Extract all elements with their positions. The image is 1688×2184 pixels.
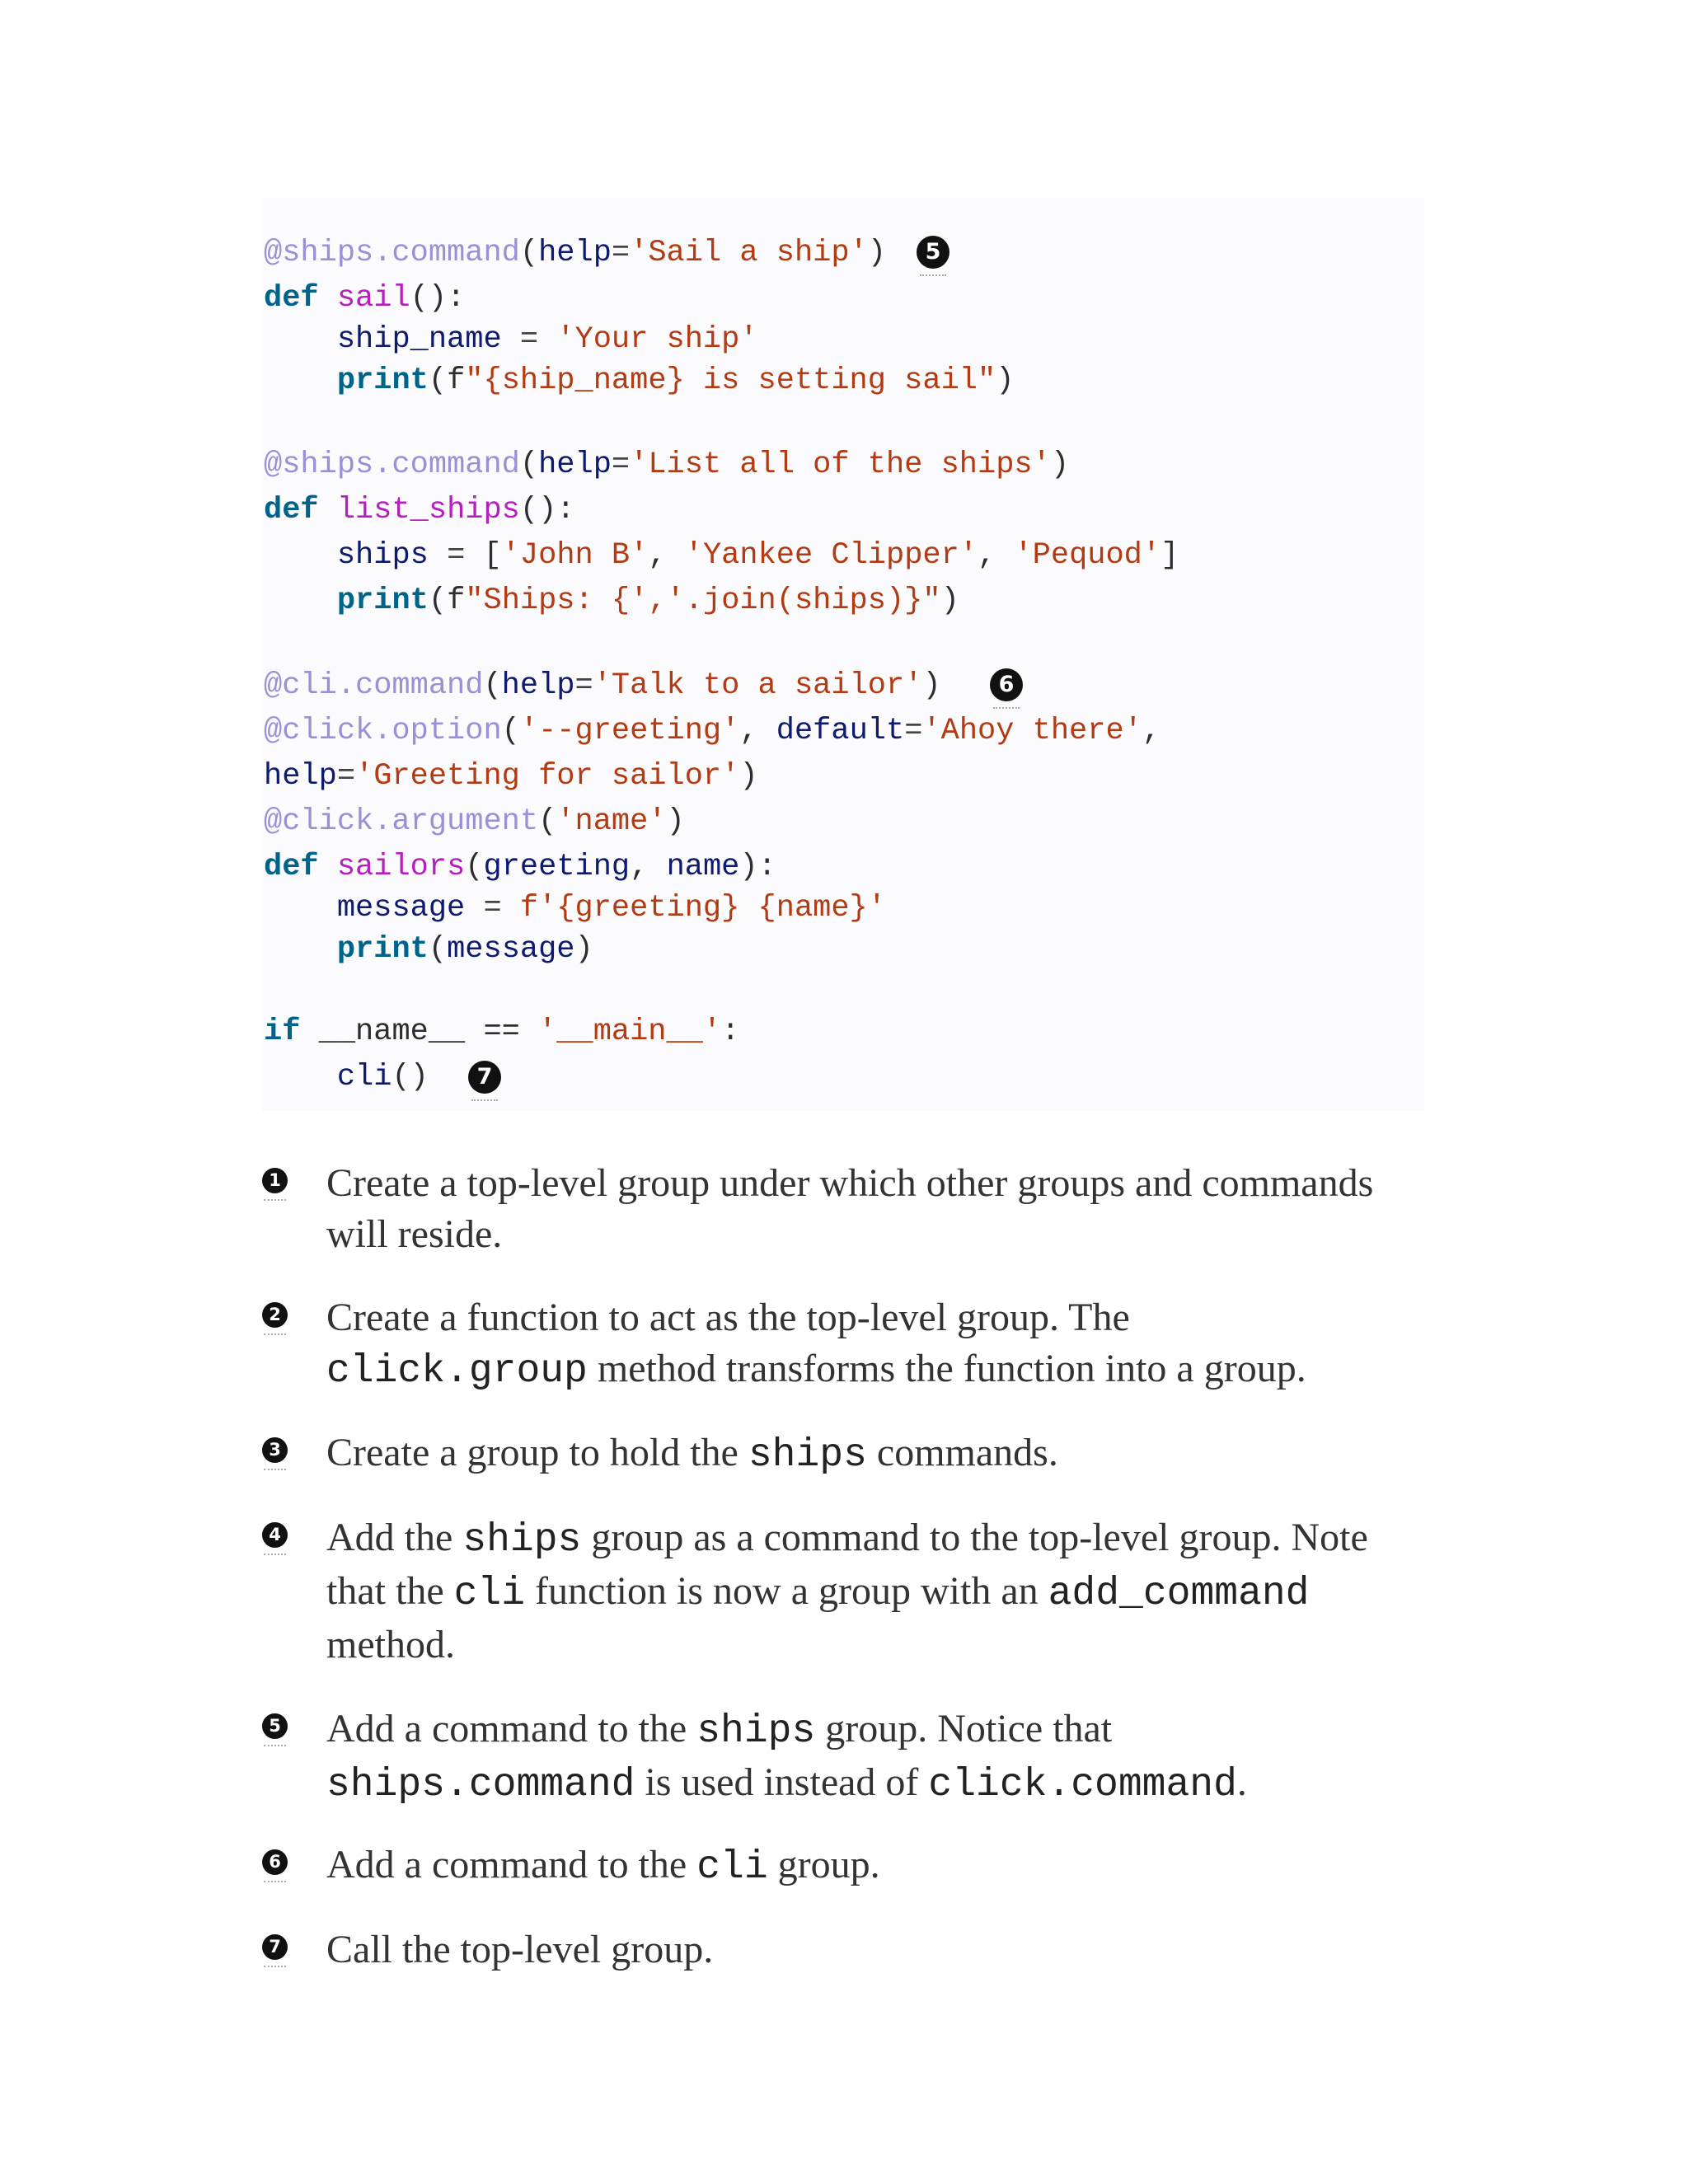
note-code: cli — [453, 1572, 526, 1616]
code-token: 'John B' — [501, 538, 649, 573]
code-token: , — [630, 850, 667, 884]
note-marker: 3 — [262, 1437, 288, 1463]
code-token: print — [336, 583, 429, 618]
code-token: = — [611, 448, 631, 482]
note-text-part: Add a command to the — [326, 1707, 697, 1750]
note-text — [326, 1924, 1431, 1975]
code-line — [264, 931, 593, 968]
code-token: ( — [483, 668, 502, 703]
code-line — [264, 758, 758, 794]
note-code: click.group — [326, 1349, 588, 1394]
note-marker: 7 — [262, 1934, 288, 1960]
callout-marker-5: 5 — [917, 236, 950, 269]
code-token: = — [611, 236, 631, 270]
code-line — [264, 235, 886, 271]
code-token: message — [336, 891, 466, 926]
note-text — [326, 1840, 1431, 1893]
note-text — [326, 1704, 1431, 1811]
code-line — [264, 668, 941, 704]
code-token: ) — [996, 363, 1015, 398]
code-token: ) — [940, 583, 959, 618]
code-token: ( — [519, 236, 539, 270]
note-text-part: method transforms the function into a group. — [587, 1347, 1306, 1390]
note-code: ships.command — [326, 1763, 635, 1807]
note-marker: 2 — [262, 1302, 288, 1328]
note-code: ships — [462, 1518, 582, 1563]
note-text — [326, 1512, 1431, 1671]
note-text-part: Call the top-level group. — [326, 1928, 714, 1971]
note-code: ships — [696, 1709, 816, 1754]
code-token: ( — [519, 448, 539, 482]
note-text-part: will reside. — [326, 1212, 503, 1256]
code-token: ships — [336, 538, 429, 573]
code-token: help — [538, 236, 612, 270]
code-token: = — [336, 759, 356, 794]
code-token: (): — [519, 493, 575, 527]
code-token: ( — [465, 850, 484, 884]
note-text-part: group. — [767, 1843, 880, 1886]
code-token: cli — [336, 1060, 392, 1094]
code-token: ) — [574, 932, 593, 967]
code-token: ship_name — [336, 322, 502, 357]
code-token: __name__ == — [300, 1015, 539, 1049]
code-token: @click.option — [264, 714, 502, 748]
code-token: message — [447, 932, 575, 967]
code-token: 'List all of the ships' — [630, 448, 1051, 482]
note-text — [326, 1427, 1431, 1481]
code-token: list_ships — [336, 493, 520, 527]
code-line — [264, 804, 685, 840]
code-token: '--greeting' — [519, 714, 740, 748]
note-code: ships — [748, 1433, 867, 1478]
code-token: @ships.command — [264, 236, 520, 270]
code-token: help — [538, 448, 612, 482]
code-token: f'{greeting} {name}' — [519, 891, 886, 926]
code-token: def — [264, 281, 319, 316]
note-text-part: Create a group to hold the — [326, 1431, 748, 1474]
code-token: 'Ahoy there' — [922, 714, 1142, 748]
code-line — [264, 321, 758, 358]
code-token: def — [264, 850, 319, 884]
code-token: 'Greeting for sailor' — [355, 759, 740, 794]
note-code: click.command — [928, 1763, 1237, 1807]
code-token: @ships.command — [264, 448, 520, 482]
code-line — [264, 1059, 429, 1095]
code-line — [264, 890, 886, 926]
code-token: ): — [739, 850, 776, 884]
code-line — [264, 280, 465, 316]
code-token: ] — [1160, 538, 1179, 573]
code-token: : — [721, 1015, 740, 1049]
code-token: (f — [428, 363, 466, 398]
code-token: = — [574, 668, 593, 703]
code-token: 'Pequod' — [1014, 538, 1161, 573]
code-token: , — [648, 538, 685, 573]
note-code: add_command — [1048, 1572, 1310, 1616]
code-token: (): — [410, 281, 466, 316]
note-marker: 5 — [262, 1713, 288, 1739]
code-token: , — [739, 714, 776, 748]
code-token: 'Your ship' — [556, 322, 758, 357]
callout-marker-7: 7 — [468, 1061, 501, 1094]
note-text-part: Create a function to act as the top-level group. The — [326, 1296, 1130, 1339]
code-line — [264, 1014, 739, 1050]
code-token: ) — [922, 668, 941, 703]
code-token: sailors — [336, 850, 466, 884]
note-text-part: Add the — [326, 1516, 463, 1559]
callout-marker-6: 6 — [990, 668, 1023, 701]
code-token: default — [776, 714, 905, 748]
code-token: = — [428, 538, 484, 573]
code-line — [264, 849, 776, 885]
note-text-part: commands. — [866, 1431, 1058, 1474]
code-line — [264, 363, 1014, 399]
code-token: 'Talk to a sailor' — [593, 668, 923, 703]
code-token: def — [264, 493, 319, 527]
note-text-part: . — [1236, 1760, 1247, 1804]
code-line — [264, 447, 1069, 483]
code-token: ) — [1050, 448, 1070, 482]
code-token: , — [1142, 714, 1161, 748]
code-token: , — [978, 538, 1015, 573]
code-token: help — [501, 668, 575, 703]
code-token: name — [666, 850, 740, 884]
code-token: ( — [501, 714, 520, 748]
code-token: @cli.command — [264, 668, 484, 703]
note-text-part: group as a command to the top-level group. Note — [581, 1516, 1368, 1559]
code-token: () — [392, 1060, 429, 1094]
note-text-part: is used instead of — [635, 1760, 929, 1804]
note-text-part: Create a top-level group under which other groups and commands — [326, 1161, 1374, 1205]
code-token: help — [264, 759, 337, 794]
code-token: (f — [428, 583, 466, 618]
code-line — [264, 713, 1160, 749]
code-token: @click.argument — [264, 804, 539, 839]
code-token: 'name' — [556, 804, 667, 839]
note-text-part: group. Notice that — [815, 1707, 1113, 1750]
code-token: greeting — [483, 850, 631, 884]
code-token: 'Yankee Clipper' — [684, 538, 978, 573]
code-token: if — [264, 1015, 301, 1049]
code-token: "{ship_name} is setting sail" — [465, 363, 996, 398]
code-token: ) — [867, 236, 886, 270]
code-token: ) — [666, 804, 685, 839]
code-token: ( — [538, 804, 557, 839]
note-marker: 4 — [262, 1522, 288, 1548]
code-line — [264, 492, 575, 528]
code-token: 'Sail a ship' — [630, 236, 868, 270]
note-text-part: Add a command to the — [326, 1843, 697, 1886]
code-line — [264, 583, 959, 619]
code-token: print — [336, 932, 429, 967]
note-code: cli — [696, 1845, 768, 1890]
code-token: ( — [428, 932, 448, 967]
code-token: = — [904, 714, 923, 748]
note-marker: 6 — [262, 1849, 288, 1875]
code-line — [264, 537, 1179, 574]
note-text — [326, 1158, 1431, 1260]
code-block — [262, 198, 1424, 1111]
code-token: "Ships: {','.join(ships)}" — [465, 583, 941, 618]
note-text-part: method. — [326, 1623, 455, 1666]
code-token: [ — [483, 538, 502, 573]
code-token: = — [465, 891, 520, 926]
code-token: ) — [739, 759, 758, 794]
code-token: '__main__' — [538, 1015, 722, 1049]
note-text-part: function is now a group with an — [525, 1569, 1048, 1613]
code-token: = — [501, 322, 557, 357]
note-text — [326, 1292, 1431, 1397]
note-marker: 1 — [262, 1168, 288, 1193]
code-token: sail — [336, 281, 410, 316]
code-token: print — [336, 363, 429, 398]
note-text-part: that the — [326, 1569, 454, 1613]
